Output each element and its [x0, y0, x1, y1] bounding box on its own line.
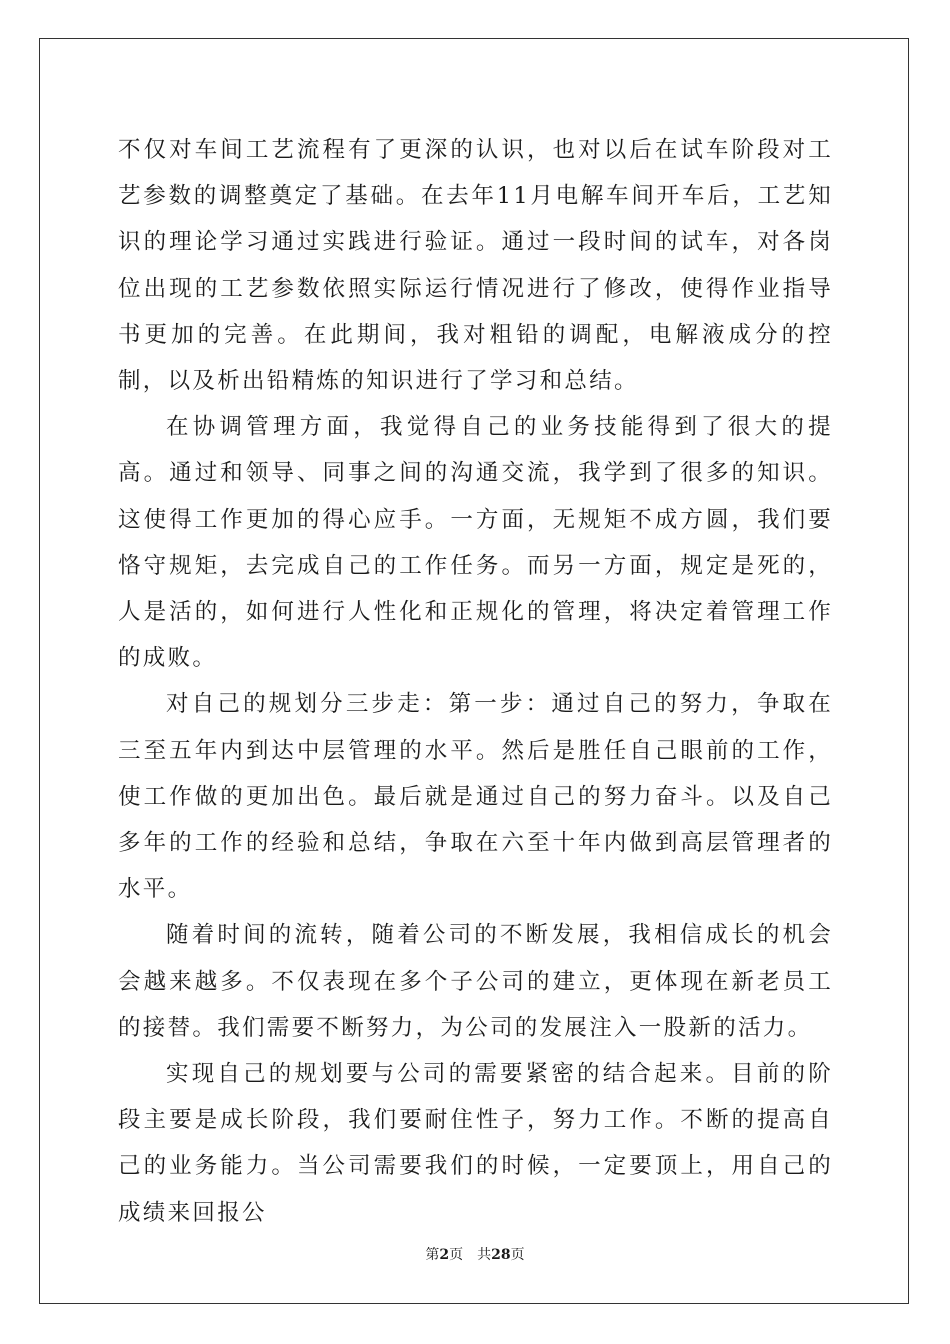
- page-label-suffix: 页: [449, 1247, 464, 1263]
- page-footer: [0, 1244, 950, 1264]
- current-page-number: 2: [439, 1247, 450, 1263]
- paragraph-2: 在协调管理方面，我觉得自己的业务技能得到了很大的提高。通过和领导、同事之间的沟通交流，我学到了很多的知识。这使得工作更加的得心应手。一方面，无规矩不成方圆，我们要恪守规矩，去完成自己的工作任务。而另一方面，规定是死的，人是活的，如何进行人性化和正规化的管理，将决定着管理工作的成败。: [118, 414, 833, 672]
- paragraph-3: 对自己的规划分三步走：第一步：通过自己的努力，争取在三至五年内到达中层管理的水平。然后是胜任自己眼前的工作，使工作做的更加出色。最后就是通过自己的努力奋斗。以及自己多年的工作的经验和总结，争取在六至十年内做到高层管理者的水平。: [118, 691, 833, 903]
- paragraph-5: 实现自己的规划要与公司的需要紧密的结合起来。目前的阶段主要是成长阶段，我们要耐住性子，努力工作。不断的提高自己的业务能力。当公司需要我们的时候，一定要顶上，用自己的成绩来回报公: [118, 1061, 833, 1226]
- document-body: [118, 127, 833, 1236]
- total-label-suffix: 页: [510, 1247, 525, 1263]
- paragraph-1: 不仅对车间工艺流程有了更深的认识，也对以后在试车阶段对工艺参数的调整奠定了基础。在去年11月电解车间开车后，工艺知识的理论学习通过实践进行验证。通过一段时间的试车，对各岗位出现的工艺参数依照实际运行情况进行了修改，使得作业指导书更加的完善。在此期间，我对粗铅的调配，电解液成分的控制，以及析出铅精炼的知识进行了学习和总结。: [118, 137, 833, 395]
- total-page-count: 28: [491, 1247, 511, 1263]
- paragraph-4: 随着时间的流转，随着公司的不断发展，我相信成长的机会会越来越多。不仅表现在多个子公司的建立，更体现在新老员工的接替。我们需要不断努力，为公司的发展注入一股新的活力。: [118, 922, 833, 1041]
- total-label-prefix: 共: [477, 1247, 492, 1263]
- page-label-prefix: 第: [425, 1247, 440, 1263]
